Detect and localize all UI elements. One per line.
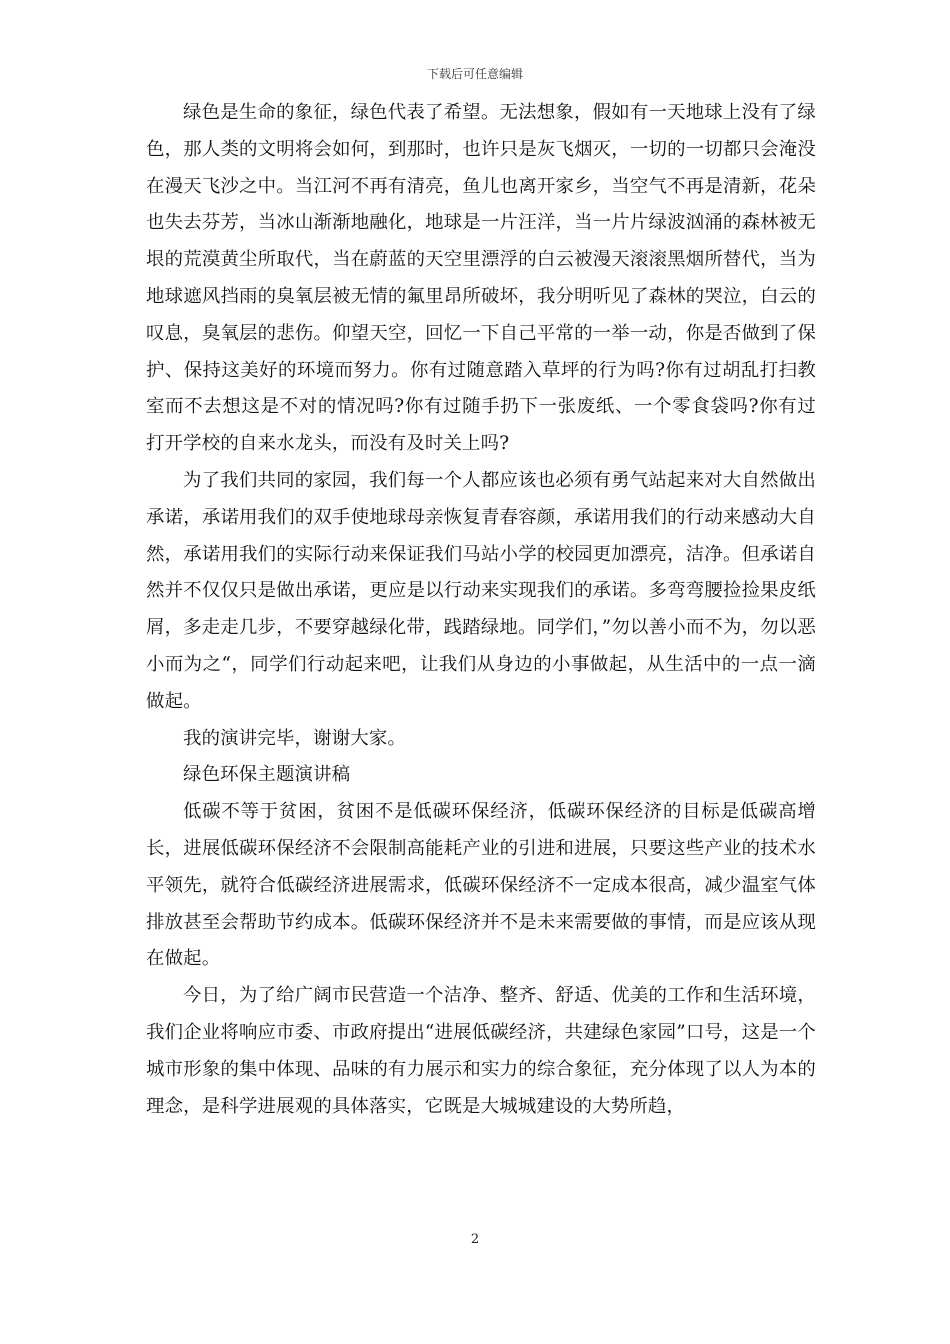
section-title: 绿色环保主题演讲稿	[183, 764, 351, 786]
page-number: 2	[470, 1232, 480, 1247]
page-header: 下载后可任意编辑	[426, 67, 523, 81]
document-body	[146, 95, 816, 1125]
paragraph-promise: 为了我们共同的家园，我们每一个人都应该也必须有勇气站起来对大自然做出承诺，承诺用我们的双手使地球母亲恢复青春容颜，承诺用我们的行动来感动大自然，承诺用我们的实际行动来保证我们马站小学的校园更加漂亮，洁净。但承诺自然并不仅仅只是做出承诺，更应是以行动来实现我们的承诺。多弯弯腰捡捡果皮纸屑，多走走几步，不要穿越绿化带，践踏绿地。同学们，”勿以善小而不为，勿以恶小而为之“，同学们行动起来吧，让我们从身边的小事做起，从生活中的一点一滴做起。	[146, 469, 816, 712]
paragraph-closing: 我的演讲完毕，谢谢大家。	[183, 727, 407, 749]
paragraph-today: 今日，为了给广阔市民营造一个洁净、整齐、舒适、优美的工作和生活环境，我们企业将响应市委、市政府提出“进展低碳经济，共建绿色家园”口号，这是一个城市形象的集中体现、品味的有力展示和实力的综合象征，充分体现了以人为本的理念，是科学进展观的具体落实，它既是大城城建设的大势所趋，	[146, 985, 816, 1117]
paragraph-low-carbon: 低碳不等于贫困，贫困不是低碳环保经济，低碳环保经济的目标是低碳高增长，进展低碳环保经济不会限制高能耗产业的引进和进展，只要这些产业的技术水平领先，就符合低碳经济进展需求，低碳环保经济不一定成本很高，减少温室气体排放甚至会帮助节约成本。低碳环保经济并不是未来需要做的事情，而是应该从现在做起。	[146, 801, 816, 970]
paragraph-green-life: 绿色是生命的象征，绿色代表了希望。无法想象，假如有一天地球上没有了绿色，那人类的文明将会如何，到那时，也许只是灰飞烟灭，一切的一切都只会淹没在漫天飞沙之中。当江河不再有清亮，鱼儿也离开家乡，当空气不再是清新，花朵也失去芬芳，当冰山渐渐地融化，地球是一片汪洋，当一片片绿波汹涌的森林被无垠的荒漠黄尘所取代，当在蔚蓝的天空里漂浮的白云被漫天滚滚黑烟所替代，当为地球遮风挡雨的臭氧层被无情的氟里昂所破坏，我分明听见了森林的哭泣，白云的叹息，臭氧层的悲伤。仰望天空，回忆一下自己平常的一举一动，你是否做到了保护、保持这美好的环境而努力。你有过随意踏入草坪的行为吗?你有过胡乱打扫教室而不去想这是不对的情况吗?你有过随手扔下一张废纸、一个零食袋吗?你有过打开学校的自来水龙头，而没有及时关上吗?	[146, 102, 816, 455]
